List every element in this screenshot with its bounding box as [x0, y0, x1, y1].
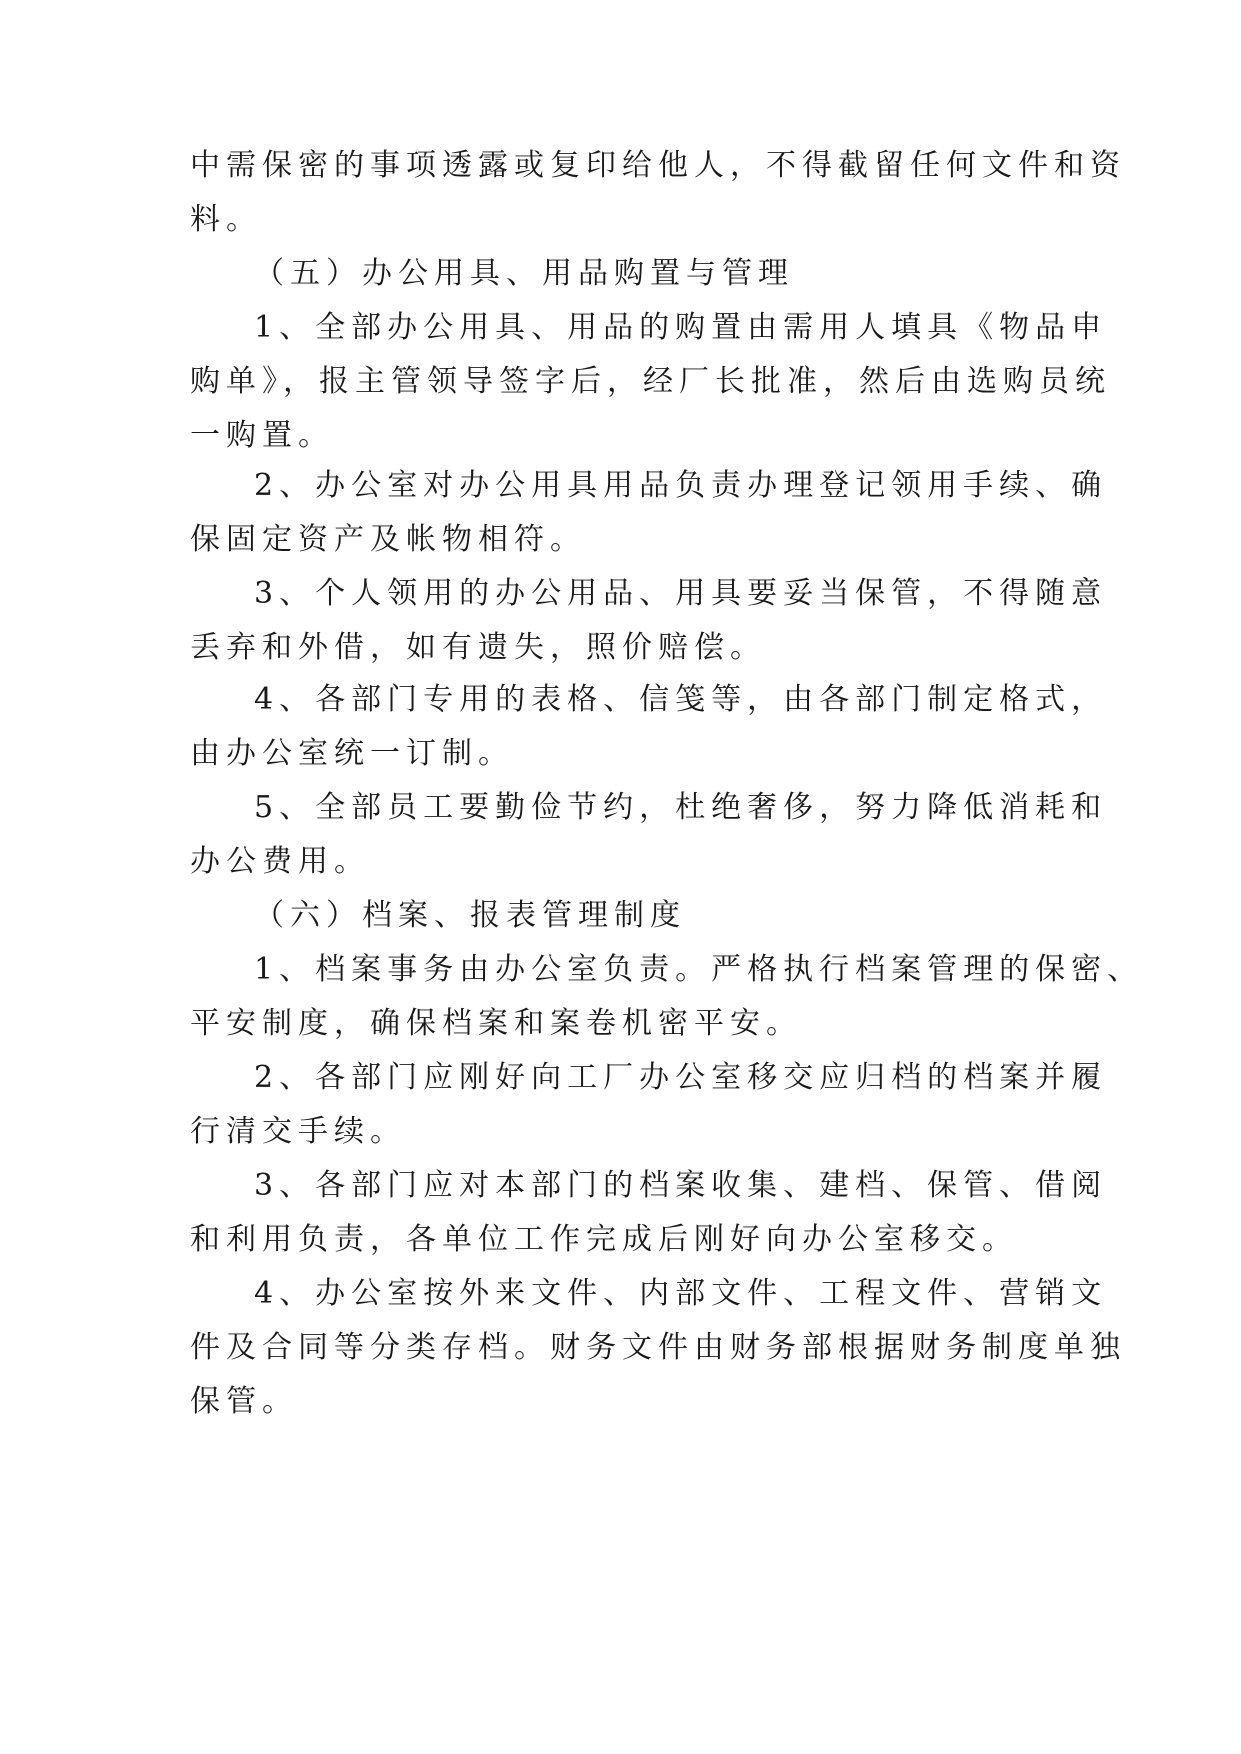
section-heading: （六）档案、报表管理制度: [254, 898, 686, 933]
text-line: 料。: [190, 202, 262, 237]
text-line: 和利用负责，各单位工作完成后刚好向办公室移交。: [190, 1222, 1018, 1257]
text-line: 3、个人领用的办公用品、用具要妥当保管，不得随意: [254, 576, 1108, 611]
text-line: 2、各部门应刚好向工厂办公室移交应归档的档案并履: [254, 1060, 1108, 1095]
section-heading: （五）办公用具、用品购置与管理: [254, 256, 794, 291]
text-line: 平安制度，确保档案和案卷机密平安。: [190, 1006, 802, 1041]
text-line: 一购置。: [190, 418, 334, 453]
text-line: 2、办公室对办公用具用品负责办理登记领用手续、确: [254, 468, 1108, 503]
text-line: 由办公室统一订制。: [190, 736, 514, 771]
text-line: 行清交手续。: [190, 1114, 406, 1149]
text-line: 中需保密的事项透露或复印给他人，不得截留任何文件和资: [190, 148, 1126, 183]
text-line: 办公费用。: [190, 844, 370, 879]
text-line: 件及合同等分类存档。财务文件由财务部根据财务制度单独: [190, 1330, 1126, 1365]
text-line: 4、各部门专用的表格、信笺等，由各部门制定格式，: [254, 682, 1108, 717]
text-line: 购单》，报主管领导签字后，经厂长批准，然后由选购员统: [190, 364, 1111, 399]
text-line: 保固定资产及帐物相符。: [190, 522, 586, 557]
text-line: 3、各部门应对本部门的档案收集、建档、保管、借阅: [254, 1168, 1108, 1203]
text-line: 1、全部办公用具、用品的购置由需用人填具《物品申: [254, 310, 1108, 345]
text-line: 5、全部员工要勤俭节约，杜绝奢侈，努力降低消耗和: [254, 790, 1108, 825]
text-line: 4、办公室按外来文件、内部文件、工程文件、营销文: [254, 1276, 1108, 1311]
text-line: 1、档案事务由办公室负责。严格执行档案管理的保密、: [254, 952, 1144, 987]
text-line: 丢弃和外借，如有遗失，照价赔偿。: [190, 630, 766, 665]
text-line: 保管。: [190, 1384, 298, 1419]
